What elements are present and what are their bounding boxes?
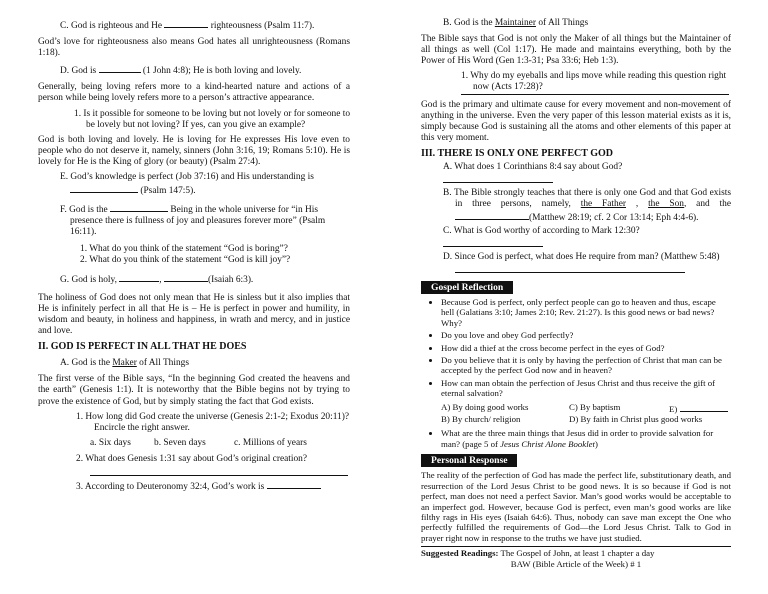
paragraph-primary-cause: God is the primary and ultimate cause for every movement and non-movement of anything in the universe. Even the very paper of this lesson material exists as it is, simply because God is sustaining all the atoms and other elements of this paper at this very moment. xyxy=(421,99,731,143)
question-loving-lovely: 1. Is it possible for someone to be loving but not lovely or for someone to be lovely but not loving? If yes, can you give an example? xyxy=(74,108,351,130)
choice-a[interactable]: A) By doing good works xyxy=(441,401,529,412)
suggested-readings: Suggested Readings: The Gospel of John, at least 1 chapter a day xyxy=(421,546,731,558)
paragraph-holiness: The holiness of God does not only mean that He is sinless but it also implies that He is infinitely perfect in all that He is – He is perfect in power and humility, in wisdom and beauty, in holiness and happiness, in wrath and mercy, and in justice and love. xyxy=(38,292,350,337)
blank-line[interactable] xyxy=(443,173,553,183)
paragraph-maintainer: The Bible says that God is not only the Maker of all things but the Maintainer of all things as well (Col 1:17). He made and maintains everything, both by the Power of His Word (Gen 1:3-31; Psa 33:6; Heb 1:3). xyxy=(421,34,731,67)
blank-line[interactable] xyxy=(110,202,168,212)
salvation-choices xyxy=(421,402,731,425)
item-iii-a: A. What does 1 Corinthians 8:4 say about God? xyxy=(421,162,731,187)
answer-line[interactable] xyxy=(90,467,348,476)
item-a-maker: A. God is the Maker of All Things xyxy=(60,358,189,369)
blank-line[interactable] xyxy=(443,237,543,247)
blank-line[interactable] xyxy=(164,18,208,28)
personal-response-label: Personal Response xyxy=(421,454,517,467)
question-kill-joy: 2. What do you think of the statement “God is kill joy”? xyxy=(80,254,291,265)
list-item: • How did a thief at the cross become perfect in the eyes of God? xyxy=(441,343,731,353)
blank-line[interactable] xyxy=(99,63,141,73)
list-item: • Do you believe that it is only by having the perfection of Christ that man can be accepted by the perfect God now and in heaven? xyxy=(441,355,731,376)
blank-line[interactable] xyxy=(455,263,685,273)
answer-options xyxy=(38,438,350,449)
choice-e[interactable]: E) xyxy=(669,402,728,414)
item-d: D. God is (1 John 4:8); He is both loving and lovely. xyxy=(38,63,350,77)
blank-line[interactable] xyxy=(164,272,208,282)
question-creation-time: 1. How long did God create the universe (Genesis 2:1-2; Exodus 20:11)? Encircle the right answer. xyxy=(76,411,350,433)
paragraph-god-loving: God is both loving and lovely. He is loving for He expresses His love even to people who do not deserve it, namely, sinners (John 3:16, 19; Romans 5:10). He is lovely for He is the King of glory (or beauty) (Psalm 27:4). xyxy=(38,134,350,167)
list-item: • How can man obtain the perfection of Jesus Christ and thus receive the gift of eternal salvation? xyxy=(441,378,731,399)
section-heading-ii: II. GOD IS PERFECT IN ALL THAT HE DOES xyxy=(38,341,247,353)
item-g: G. God is holy, , (Isaiah 6:3). xyxy=(38,272,350,286)
question-eyeballs: 1. Why do my eyeballs and lips move while reading this question right now (Acts 17:28)? xyxy=(461,71,727,93)
item-c: C. God is righteous and He righteousness (Psalm 11:7). xyxy=(38,18,350,32)
right-column xyxy=(421,18,731,569)
blank-line[interactable] xyxy=(119,272,159,282)
choice-d[interactable]: D) By faith in Christ plus good works xyxy=(569,414,703,425)
bible-article-of-week: BAW (Bible Article of the Week) # 1 xyxy=(510,558,642,569)
gospel-reflection-label: Gospel Reflection xyxy=(421,281,513,294)
option-a[interactable]: a. Six days xyxy=(90,437,131,448)
item-iii-d: D. Since God is perfect, what does He require from man? (Matthew 5:48) xyxy=(421,252,731,277)
item-f: F. God is the Being in the whole universe for “in His presence there is fullness of joy and pleasures forever more” (Psalm 16:11). xyxy=(38,202,350,238)
blank-line[interactable] xyxy=(455,210,529,220)
paragraph-personal-response: The reality of the perfection of God has made the perfect life, substitutionary death, and resurrection of the Lord Jesus Christ to be good news. It is so because if God is not perfect, man does not need a perfect Savior. Man’s good works would be acceptable to an imperfect god. However, because God is perfect, even man’s good works are like filthy rags in His eyes (Isaiah 64:6). Thus, nobody can save man except the One who perfectly fulfilled the requirements of God—the Lord Jesus Christ. Talk to God in prayer right now in response to the truths we have just studied. xyxy=(421,470,731,543)
item-iii-c: C. What is God worthy of according to Mark 12:30? xyxy=(421,226,731,251)
option-b[interactable]: b. Seven days xyxy=(154,437,206,448)
blank-line[interactable] xyxy=(70,183,138,193)
item-b-maintainer: B. God is the Maintainer of All Things xyxy=(443,18,589,28)
item-e: E. God’s knowledge is perfect (Job 37:16) and His understanding is (Psalm 147:5). xyxy=(60,172,314,197)
question-genesis-131: 2. What does Genesis 1:31 say about God’s original creation? xyxy=(76,453,308,464)
item-iii-b: B. The Bible strongly teaches that there is only one God and that God exists in three persons, namely, the Father , the Son, and the (Matthew 28:19; cf. 2 Cor 13:14; Eph 4:4-6). xyxy=(443,188,732,224)
blank-line[interactable] xyxy=(267,479,321,489)
question-deuteronomy: 3. According to Deuteronomy 32:4, God’s work is xyxy=(38,479,350,493)
gospel-reflection-list-2 xyxy=(421,428,731,449)
choice-b[interactable]: B) By church/ religion xyxy=(441,414,521,425)
section-heading-iii: III. THERE IS ONLY ONE PERFECT GOD xyxy=(421,147,613,159)
list-item: • Because God is perfect, only perfect people can go to heaven and thus, escape hell (Galatians 3:10; James 2:10; Rev. 21:27). Is this good news or bad news? Why? xyxy=(441,297,731,328)
paragraph-genesis: The first verse of the Bible says, “In the beginning God created the heavens and the earth” (Genesis 1:1). It is noteworthy that the Bible begins not by trying to prove the existence of God, but by simply stating the fact that God exists. xyxy=(38,374,350,407)
paragraph-loving-lovely: Generally, being loving refers more to a kind-hearted nature and actions of a person while being lovely refers more to a person’s attractive appearance. xyxy=(38,82,350,104)
choice-c[interactable]: C) By baptism xyxy=(569,401,621,412)
gospel-reflection-list xyxy=(421,297,731,399)
question-boring: 1. What do you think of the statement “God is boring”? xyxy=(80,243,288,254)
list-item: • What are the three main things that Jesus did in order to provide salvation for man? (page 5 of Jesus Christ Alone Booklet) xyxy=(441,428,731,449)
list-item: • Do you love and obey God perfectly? xyxy=(441,330,731,340)
option-c[interactable]: c. Millions of years xyxy=(234,437,307,448)
paragraph-righteousness: God’s love for righteousness also means God hates all unrighteousness (Romans 1:18). xyxy=(38,37,350,59)
blank-line[interactable] xyxy=(680,402,728,412)
left-column xyxy=(38,18,350,497)
